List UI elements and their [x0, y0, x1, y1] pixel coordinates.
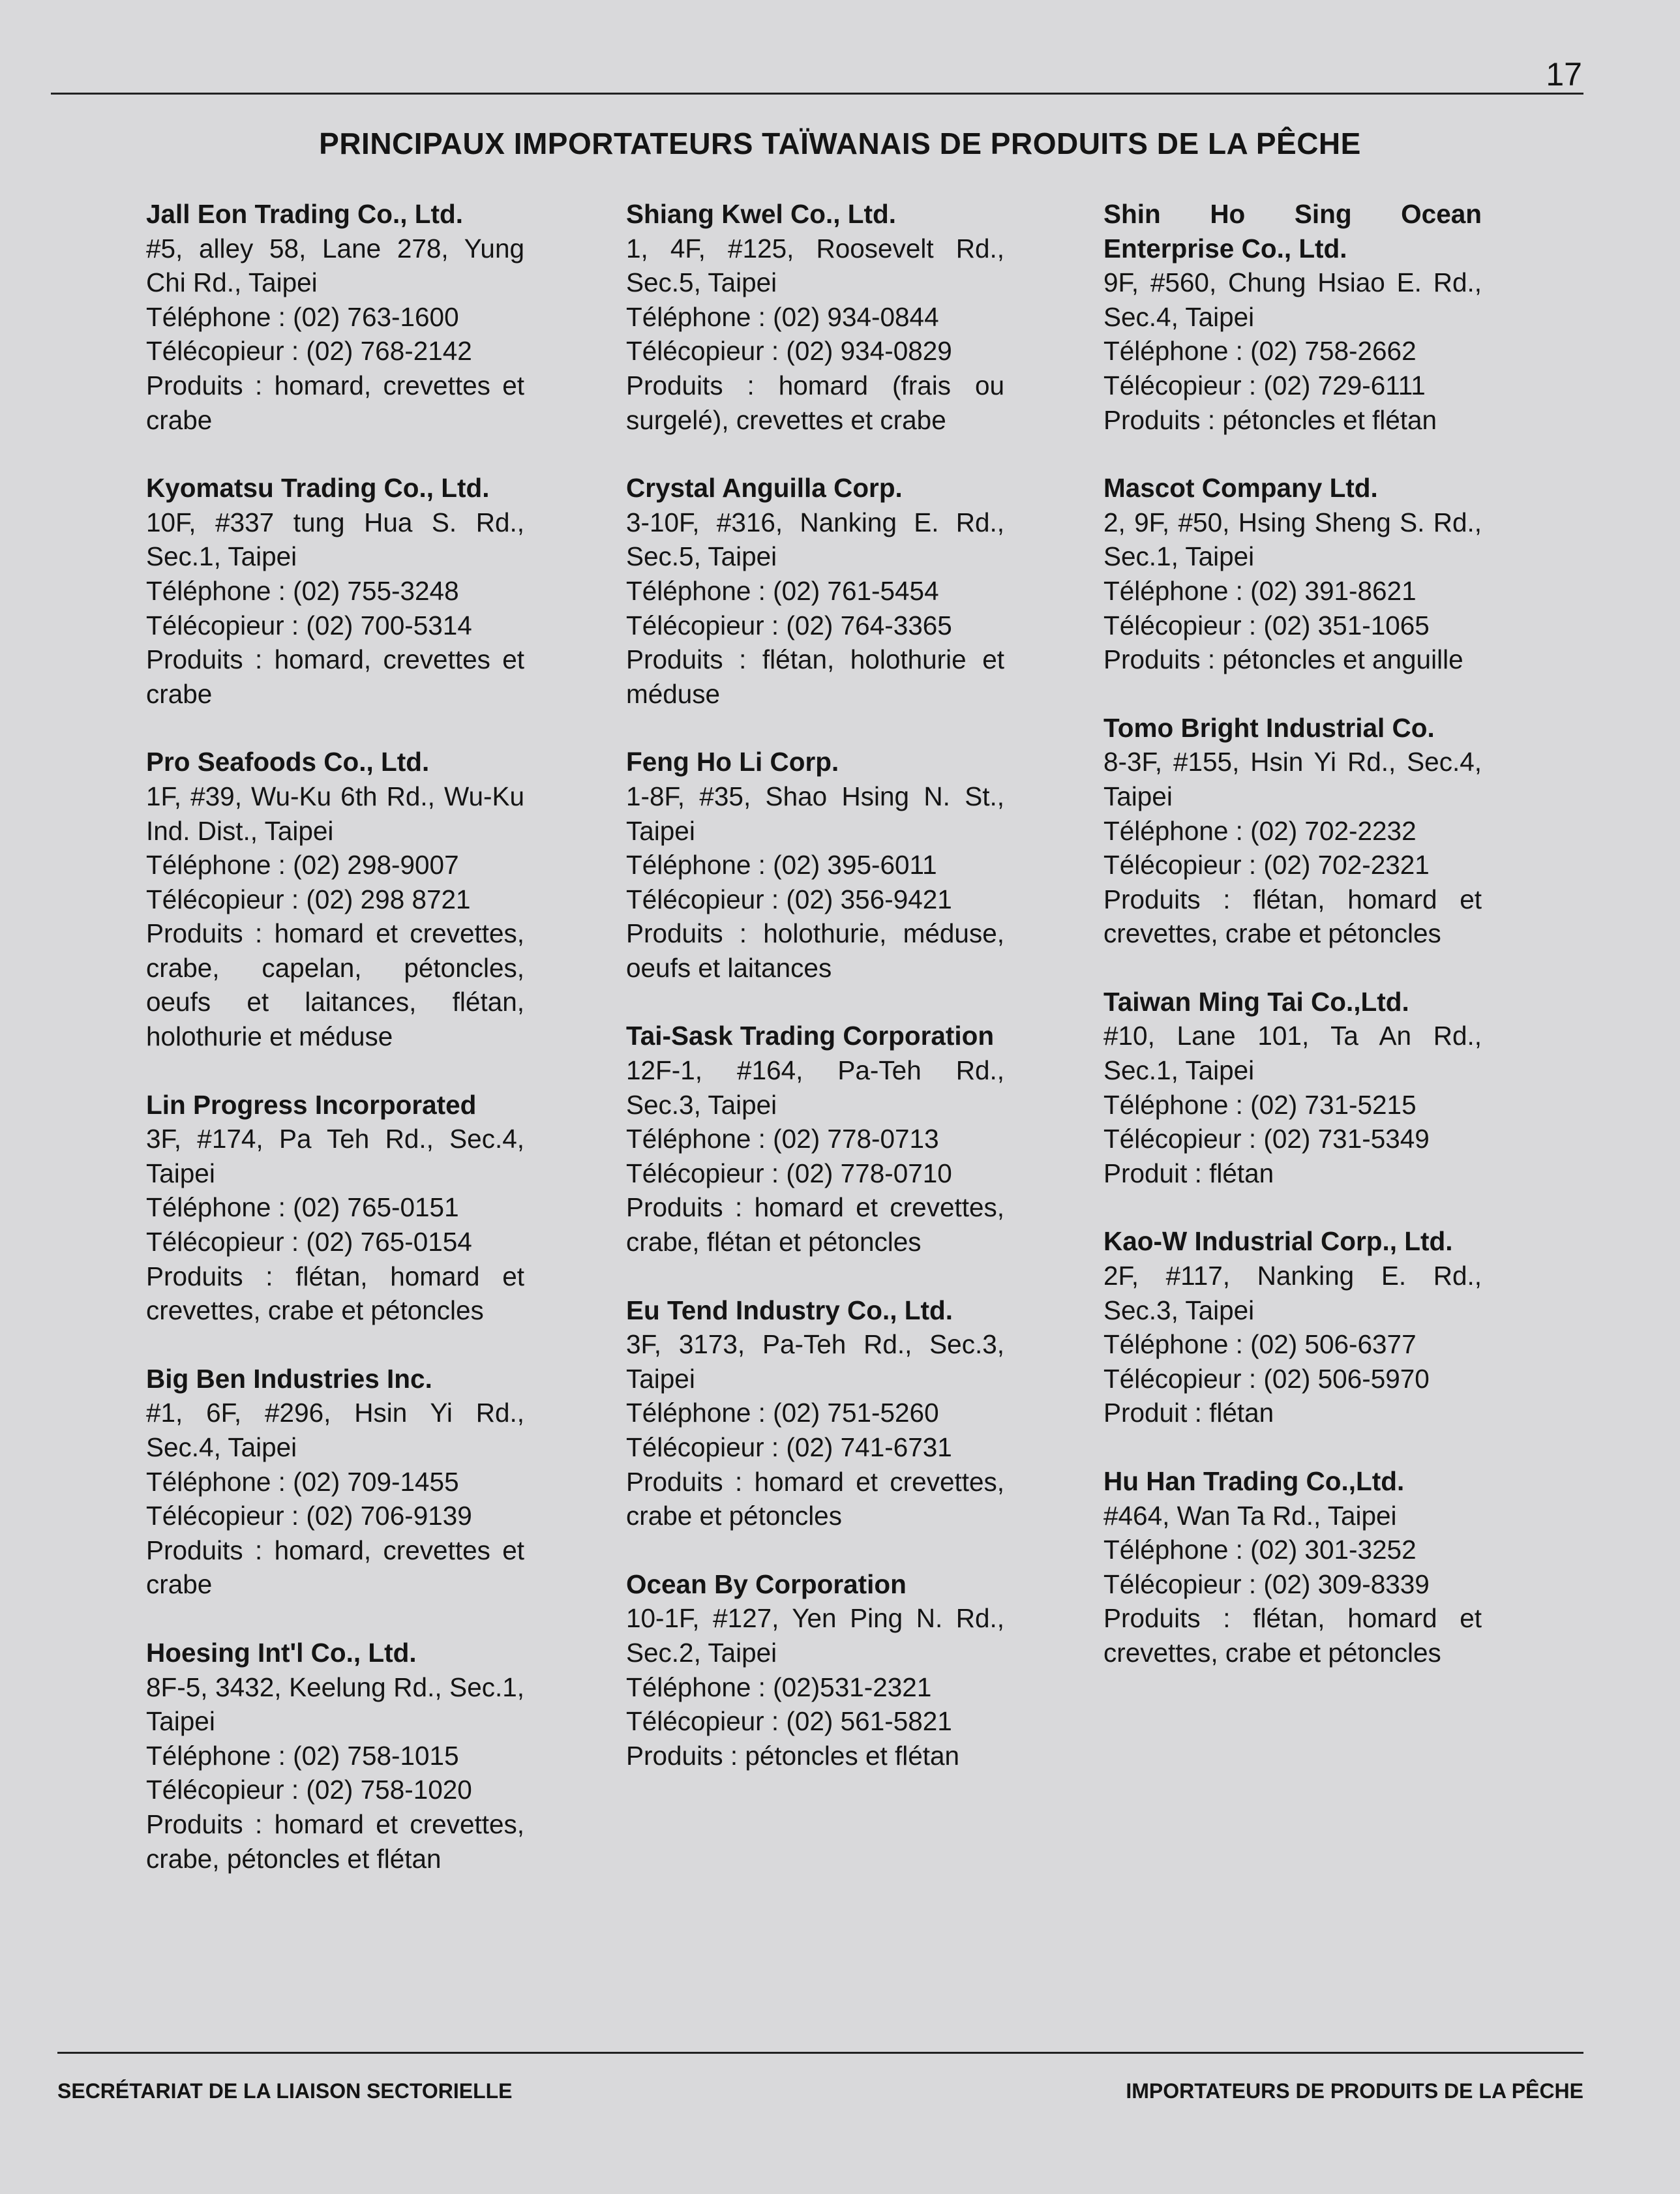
company-products: Produits : homard, crevettes et crabe [146, 370, 524, 435]
company-address: #10, Lane 101, Ta An Rd., Sec.1, Taipei [1103, 1021, 1482, 1086]
company-name: Tomo Bright Industrial Co. [1103, 712, 1435, 743]
company-phone: Téléphone : (02) 395-6011 [626, 850, 937, 880]
company-fax: Télécopieur : (02) 298 8721 [146, 884, 471, 914]
company-products: Produit : flétan [1103, 1158, 1274, 1188]
company-address: 10-1F, #127, Yen Ping N. Rd., Sec.2, Taipei [626, 1603, 1004, 1668]
company-name: Kyomatsu Trading Co., Ltd. [146, 473, 490, 503]
company-name: Hoesing Int'l Co., Ltd. [146, 1637, 417, 1668]
company-name: Taiwan Ming Tai Co.,Ltd. [1103, 986, 1409, 1017]
company-name: Shin Ho Sing Ocean Enterprise Co., Ltd. [1103, 199, 1482, 263]
company-name: Crystal Anguilla Corp. [626, 473, 903, 503]
importer-entry [1103, 197, 1482, 437]
company-address: 8-3F, #155, Hsin Yi Rd., Sec.4, Taipei [1103, 747, 1482, 811]
company-products: Produits : flétan, homard et crevettes, crabe et pétoncles [1103, 1603, 1482, 1668]
column-right [1103, 197, 1482, 1704]
company-address: #464, Wan Ta Rd., Taipei [1103, 1500, 1397, 1531]
company-fax: Télécopieur : (02) 309-8339 [1103, 1569, 1430, 1599]
footer-right: IMPORTATEURS DE PRODUITS DE LA PÊCHE [1126, 2079, 1583, 2103]
company-fax: Télécopieur : (02) 758-1020 [146, 1775, 472, 1805]
company-fax: Télécopieur : (02) 764-3365 [626, 610, 952, 640]
company-address: 1, 4F, #125, Roosevelt Rd., Sec.5, Taipei [626, 233, 1004, 298]
importer-entry [1103, 1224, 1482, 1430]
importer-entry [1103, 985, 1482, 1191]
company-name: Lin Progress Incorporated [146, 1089, 477, 1120]
company-products: Produit : flétan [1103, 1398, 1274, 1428]
company-fax: Télécopieur : (02) 506-5970 [1103, 1363, 1430, 1394]
importer-entry [146, 1362, 524, 1602]
company-phone: Téléphone : (02) 778-0713 [626, 1124, 939, 1154]
company-products: Produits : flétan, homard et crevettes, crabe et pétoncles [1103, 884, 1482, 949]
company-phone: Téléphone : (02) 298-9007 [146, 850, 459, 880]
company-address: 1-8F, #35, Shao Hsing N. St., Taipei [626, 781, 1004, 846]
company-phone: Téléphone : (02) 755-3248 [146, 575, 459, 606]
company-fax: Télécopieur : (02) 741-6731 [626, 1432, 952, 1462]
top-divider [51, 93, 1583, 95]
company-address: 3F, 3173, Pa-Teh Rd., Sec.3, Taipei [626, 1329, 1004, 1394]
importer-entry [1103, 711, 1482, 951]
company-name: Ocean By Corporation [626, 1569, 907, 1599]
company-products: Produits : flétan, holothurie et méduse [626, 644, 1004, 709]
column-middle [626, 197, 1004, 1807]
company-name: Jall Eon Trading Co., Ltd. [146, 199, 464, 229]
company-name: Eu Tend Industry Co., Ltd. [626, 1295, 953, 1325]
company-address: 10F, #337 tung Hua S. Rd., Sec.1, Taipei [146, 507, 524, 572]
page-number: 17 [1546, 56, 1582, 93]
company-address: #1, 6F, #296, Hsin Yi Rd., Sec.4, Taipei [146, 1398, 524, 1462]
importer-entry [626, 1019, 1004, 1259]
bottom-divider [57, 2052, 1583, 2054]
company-phone: Téléphone : (02) 702-2232 [1103, 815, 1417, 846]
company-products: Produits : homard (frais ou surgelé), crevettes et crabe [626, 370, 1004, 435]
company-products: Produits : pétoncles et flétan [1103, 404, 1437, 435]
company-fax: Télécopieur : (02) 729-6111 [1103, 370, 1426, 400]
company-fax: Télécopieur : (02) 702-2321 [1103, 850, 1430, 880]
company-products: Produits : homard, crevettes et crabe [146, 1535, 524, 1600]
company-phone: Téléphone : (02) 763-1600 [146, 301, 459, 332]
company-fax: Télécopieur : (02) 356-9421 [626, 884, 952, 914]
company-name: Big Ben Industries Inc. [146, 1363, 432, 1394]
company-products: Produits : homard et crevettes, crabe, capelan, pétoncles, oeufs et laitances, flétan, holothurie et méduse [146, 918, 524, 1052]
company-address: 3F, #174, Pa Teh Rd., Sec.4, Taipei [146, 1124, 524, 1188]
company-phone: Téléphone : (02) 765-0151 [146, 1192, 459, 1223]
company-name: Pro Seafoods Co., Ltd. [146, 747, 430, 777]
company-phone: Téléphone : (02) 751-5260 [626, 1398, 939, 1428]
importer-entry [146, 1636, 524, 1876]
company-address: 1F, #39, Wu-Ku 6th Rd., Wu-Ku Ind. Dist., Taipei [146, 781, 524, 846]
company-address: 8F-5, 3432, Keelung Rd., Sec.1, Taipei [146, 1672, 524, 1737]
company-name: Feng Ho Li Corp. [626, 747, 839, 777]
company-phone: Téléphone : (02) 391-8621 [1103, 575, 1417, 606]
company-products: Produits : homard et crevettes, crabe et pétoncles [626, 1466, 1004, 1531]
company-name: Shiang Kwel Co., Ltd. [626, 199, 896, 229]
importer-entry [626, 471, 1004, 711]
company-phone: Téléphone : (02) 506-6377 [1103, 1329, 1417, 1360]
company-fax: Télécopieur : (02) 765-0154 [146, 1227, 472, 1257]
company-address: 12F-1, #164, Pa-Teh Rd., Sec.3, Taipei [626, 1055, 1004, 1120]
company-phone: Téléphone : (02) 758-1015 [146, 1740, 459, 1771]
column-left [146, 197, 524, 1910]
company-products: Produits : holothurie, méduse, oeufs et laitances [626, 918, 1004, 983]
company-products: Produits : pétoncles et flétan [626, 1740, 960, 1771]
company-products: Produits : homard, crevettes et crabe [146, 644, 524, 709]
footer-left: SECRÉTARIAT DE LA LIAISON SECTORIELLE [57, 2079, 513, 2103]
company-address: 2, 9F, #50, Hsing Sheng S. Rd., Sec.1, Taipei [1103, 507, 1482, 572]
company-products: Produits : pétoncles et anguille [1103, 644, 1463, 675]
importer-entry [1103, 471, 1482, 677]
importer-entry [146, 471, 524, 711]
company-fax: Télécopieur : (02) 731-5349 [1103, 1124, 1430, 1154]
company-address: #5, alley 58, Lane 278, Yung Chi Rd., Taipei [146, 233, 524, 298]
company-fax: Télécopieur : (02) 561-5821 [626, 1706, 952, 1737]
company-products: Produits : flétan, homard et crevettes, crabe et pétoncles [146, 1261, 524, 1326]
importer-entry [626, 1293, 1004, 1533]
company-phone: Téléphone : (02) 709-1455 [146, 1466, 459, 1497]
company-phone: Téléphone : (02) 761-5454 [626, 575, 939, 606]
company-phone: Téléphone : (02) 934-0844 [626, 301, 939, 332]
company-name: Tai-Sask Trading Corporation [626, 1021, 995, 1051]
page-title: PRINCIPAUX IMPORTATEURS TAÏWANAIS DE PRODUITS DE LA PÊCHE [319, 127, 1361, 160]
company-phone: Téléphone : (02) 301-3252 [1103, 1535, 1417, 1565]
importer-entry [626, 745, 1004, 985]
company-phone: Téléphone : (02) 758-2662 [1103, 336, 1417, 367]
company-name: Hu Han Trading Co.,Ltd. [1103, 1466, 1405, 1496]
company-address: 9F, #560, Chung Hsiao E. Rd., Sec.4, Taipei [1103, 267, 1482, 332]
company-address: 2F, #117, Nanking E. Rd., Sec.3, Taipei [1103, 1261, 1482, 1325]
importer-entry [146, 197, 524, 437]
company-fax: Télécopieur : (02) 768-2142 [146, 336, 472, 367]
company-fax: Télécopieur : (02) 778-0710 [626, 1158, 952, 1188]
importer-entry [1103, 1464, 1482, 1670]
company-fax: Télécopieur : (02) 934-0829 [626, 336, 952, 367]
company-address: 3-10F, #316, Nanking E. Rd., Sec.5, Taipei [626, 507, 1004, 572]
importer-entry [626, 197, 1004, 437]
company-products: Produits : homard et crevettes, crabe, pétoncles et flétan [146, 1809, 524, 1874]
importer-entry [626, 1567, 1004, 1773]
company-name: Mascot Company Ltd. [1103, 473, 1378, 503]
company-fax: Télécopieur : (02) 700-5314 [146, 610, 472, 640]
company-products: Produits : homard et crevettes, crabe, flétan et pétoncles [626, 1192, 1004, 1257]
company-fax: Télécopieur : (02) 706-9139 [146, 1501, 472, 1531]
company-phone: Téléphone : (02) 731-5215 [1103, 1089, 1417, 1120]
company-fax: Télécopieur : (02) 351-1065 [1103, 610, 1430, 640]
importer-entry [146, 745, 524, 1053]
company-name: Kao-W Industrial Corp., Ltd. [1103, 1226, 1453, 1257]
company-phone: Téléphone : (02)531-2321 [626, 1672, 932, 1702]
importer-entry [146, 1088, 524, 1328]
